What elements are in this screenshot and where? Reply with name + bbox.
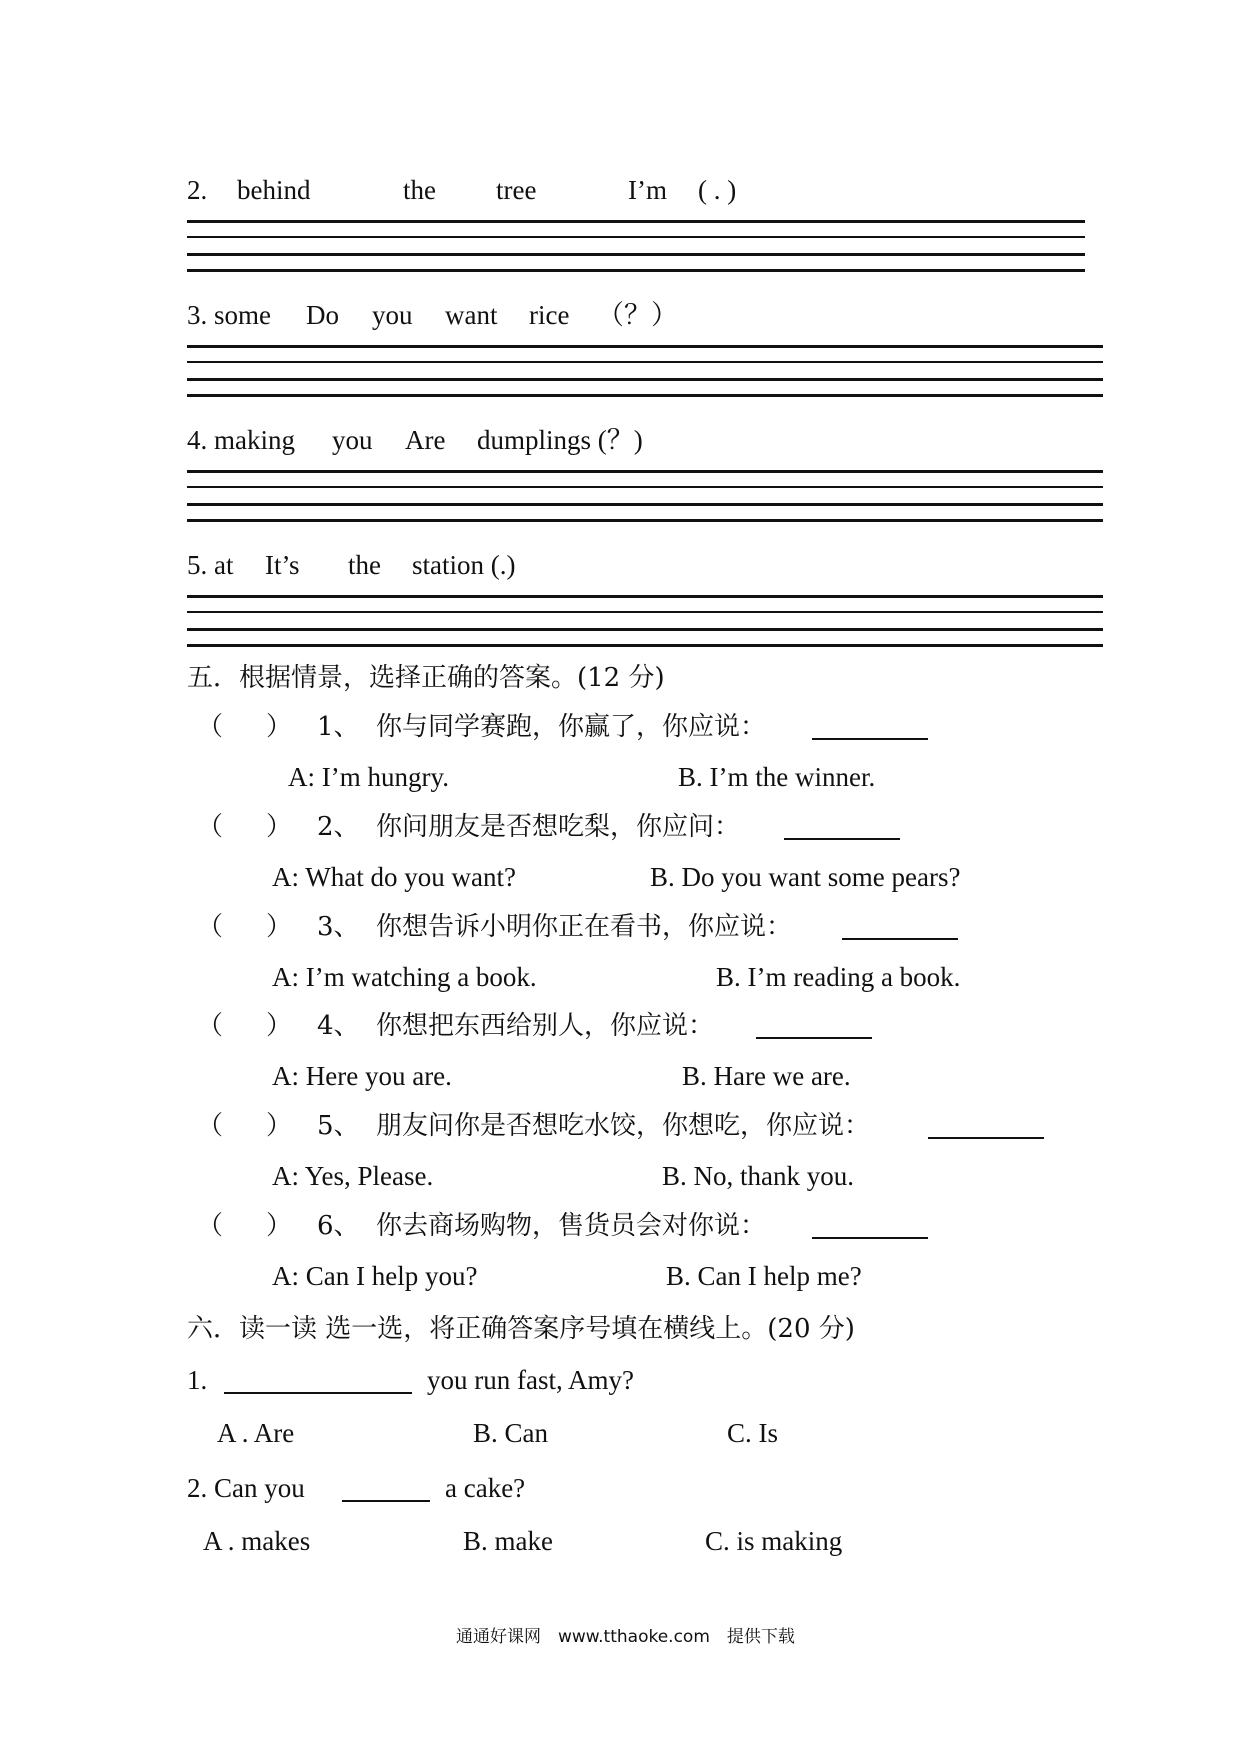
word: the	[348, 550, 381, 580]
item-prompt: 你去商场购物，售货员会对你说：	[376, 1211, 767, 1241]
writing-line	[187, 394, 1103, 397]
writing-line	[187, 378, 1103, 381]
answer-blank[interactable]	[224, 1392, 412, 1394]
writing-line	[187, 628, 1103, 631]
word: tree	[496, 175, 537, 205]
answer-paren-open[interactable]: （	[197, 1011, 224, 1041]
option-a: A . Are	[217, 1418, 295, 1448]
option-c: C. Is	[727, 1418, 779, 1448]
answer-blank[interactable]	[842, 938, 958, 940]
item-prompt: 你想告诉小明你正在看书，你应说：	[376, 912, 793, 942]
item-number: 2、	[317, 812, 360, 842]
word: dumplings (？)	[477, 425, 643, 455]
word: want	[445, 300, 498, 330]
question-number: 4. making	[187, 425, 295, 455]
punctuation-hint: ( . )	[698, 175, 737, 205]
answer-paren-open[interactable]: （	[197, 1211, 224, 1241]
answer-blank[interactable]	[756, 1037, 872, 1039]
word: behind	[237, 175, 311, 205]
option-a: A: I’m watching a book.	[272, 962, 537, 992]
question-number: 3. some	[187, 300, 271, 330]
item-number: 3、	[317, 912, 360, 942]
writing-line	[187, 611, 1103, 613]
option-a: A: Can I help you?	[272, 1261, 478, 1291]
answer-blank[interactable]	[342, 1500, 430, 1502]
item-prompt: 你想把东西给别人，你应说：	[376, 1011, 715, 1041]
option-a: A: What do you want?	[272, 862, 516, 892]
question-number: 2. Can you	[187, 1473, 305, 1503]
item-number: 1、	[317, 712, 360, 742]
page-footer: 通通好课网 www.tthaoke.com 提供下载	[456, 1627, 795, 1647]
question-text: a cake?	[445, 1473, 526, 1503]
option-b: B. Can	[473, 1418, 549, 1448]
writing-line	[187, 220, 1085, 223]
item-number: 6、	[317, 1211, 360, 1241]
answer-paren-open[interactable]: （	[197, 812, 224, 842]
word: rice	[529, 300, 570, 330]
answer-blank[interactable]	[812, 738, 928, 740]
writing-line	[187, 236, 1085, 238]
writing-line	[187, 345, 1103, 348]
answer-paren-close: ）	[266, 1111, 293, 1141]
word: Do	[306, 300, 339, 330]
option-b: B. make	[463, 1526, 553, 1556]
word: you	[372, 300, 413, 330]
question-number: 5. at	[187, 550, 234, 580]
answer-paren-open[interactable]: （	[197, 912, 224, 942]
option-c: C. is making	[705, 1526, 843, 1556]
writing-line	[187, 361, 1103, 363]
word: station (.)	[412, 550, 516, 580]
answer-blank[interactable]	[784, 838, 900, 840]
answer-paren-open[interactable]: （	[197, 712, 224, 742]
item-prompt: 你与同学赛跑，你赢了，你应说：	[376, 712, 767, 742]
word: It’s	[265, 550, 300, 580]
option-a: A: Yes, Please.	[272, 1161, 434, 1191]
writing-line	[187, 595, 1103, 598]
answer-paren-open[interactable]: （	[197, 1111, 224, 1141]
writing-line	[187, 253, 1085, 256]
option-b: B. Can I help me?	[666, 1261, 862, 1291]
word: you	[332, 425, 373, 455]
punctuation-hint: （？）	[597, 300, 678, 330]
word: Are	[405, 425, 446, 455]
option-b: B. No, thank you.	[662, 1161, 854, 1191]
writing-line	[187, 269, 1085, 272]
option-a: A: Here you are.	[272, 1061, 452, 1091]
word: I’m	[628, 175, 667, 205]
answer-paren-close: ）	[266, 812, 293, 842]
option-b: B. Do you want some pears?	[650, 862, 961, 892]
option-a: A: I’m hungry.	[288, 762, 449, 792]
section-6-title: 六．读一读 选一选，将正确答案序号填在横线上。(20 分)	[187, 1314, 855, 1344]
answer-blank[interactable]	[812, 1237, 928, 1239]
item-number: 4、	[317, 1011, 360, 1041]
question-text: you run fast, Amy?	[427, 1365, 634, 1395]
writing-line	[187, 470, 1103, 473]
item-prompt: 朋友问你是否想吃水饺，你想吃，你应说：	[376, 1111, 871, 1141]
answer-blank[interactable]	[928, 1137, 1044, 1139]
section-5-title: 五．根据情景，选择正确的答案。(12 分)	[187, 663, 665, 693]
answer-paren-close: ）	[266, 1011, 293, 1041]
answer-paren-close: ）	[266, 712, 293, 742]
writing-line	[187, 486, 1103, 488]
writing-line	[187, 503, 1103, 506]
writing-line	[187, 519, 1103, 522]
answer-paren-close: ）	[266, 1211, 293, 1241]
answer-paren-close: ）	[266, 912, 293, 942]
option-b: B. I’m reading a book.	[716, 962, 961, 992]
question-number: 2.	[187, 175, 208, 205]
item-prompt: 你问朋友是否想吃梨，你应问：	[376, 812, 741, 842]
question-number: 1.	[187, 1365, 208, 1395]
word: the	[403, 175, 436, 205]
item-number: 5、	[317, 1111, 360, 1141]
option-b: B. I’m the winner.	[678, 762, 876, 792]
option-b: B. Hare we are.	[682, 1061, 851, 1091]
writing-line	[187, 644, 1103, 647]
option-a: A . makes	[203, 1526, 311, 1556]
